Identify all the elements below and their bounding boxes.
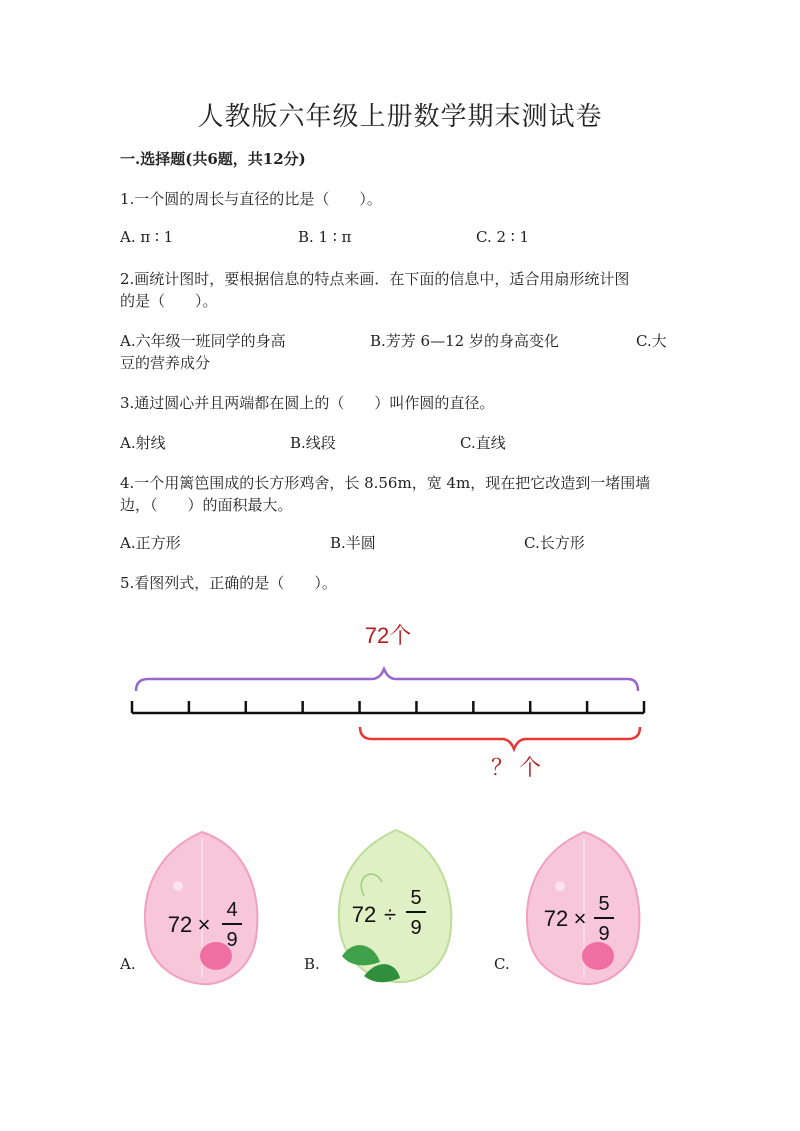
unknown-label: ？ 个 [490,755,542,780]
operator: × [197,912,211,937]
choice-a-leaf-image[interactable] [140,828,264,988]
question-3-option-a[interactable]: A.射线 [120,434,166,452]
whole-number: 72 [351,902,377,927]
segment-diagram [120,615,660,795]
choice-c-leaf-image[interactable] [522,828,646,988]
numerator: 5 [598,893,610,915]
question-3-stem: 3.通过圆心并且两端都在圆上的（ ）叫作圆的直径。 [120,394,495,412]
total-label: 72个 [364,623,412,648]
bottom-brace [360,727,640,749]
choice-b-letter[interactable]: B. [304,955,320,973]
denominator: 9 [598,923,610,945]
choice-c-letter[interactable]: C. [494,955,510,973]
flower-icon [173,881,183,891]
question-3-option-b[interactable]: B.线段 [290,434,336,452]
top-brace [136,669,638,691]
operator: × [573,906,587,931]
tick-group [132,701,644,713]
question-4-option-a[interactable]: A.正方形 [120,534,181,552]
numerator: 5 [410,887,422,909]
question-2-option-a[interactable]: A.六年级一班同学的身高 [120,332,286,350]
question-2-option-c-wrap: 豆的营养成分 [120,354,211,372]
whole-number: 72 [543,906,569,931]
question-2-stem-line-1: 2.画统计图时，要根据信息的特点来画．在下面的信息中，适合用扇形统计图 [120,270,630,288]
question-4-stem-line-2: 边，（ ）的面积最大。 [120,496,293,514]
denominator: 9 [410,917,422,939]
question-4-stem-line-1: 4.一个用篱笆围成的长方形鸡舍，长 8.56m，宽 4m，现在把它改造到一堵围墙 [120,474,651,492]
question-2-option-b[interactable]: B.芳芳 6—12 岁的身高变化 [370,332,559,350]
question-1-option-b[interactable]: B. 1 ∶ π [298,228,352,246]
ladybug-icon [582,942,614,970]
whole-number: 72 [167,912,193,937]
section-header: 一.选择题(共6题，共12分) [120,150,306,168]
question-2-stem-line-2: 的是（ ）。 [120,292,218,310]
denominator: 9 [226,929,238,951]
operator: ÷ [383,902,397,927]
numerator: 4 [226,899,238,921]
choice-a-letter[interactable]: A. [120,955,136,973]
flower-icon [555,881,565,891]
question-1-option-c[interactable]: C. 2 ∶ 1 [476,228,530,246]
page-title: 人教版六年级上册数学期末测试卷 [197,102,603,132]
question-1-option-a[interactable]: A. π ∶ 1 [120,228,174,246]
choice-b-leaf-image[interactable] [334,826,458,986]
question-1-stem: 1.一个圆的周长与直径的比是（ ）。 [120,190,382,208]
question-3-option-c[interactable]: C.直线 [460,434,506,452]
question-2-option-c[interactable]: C.大 [636,332,667,350]
question-4-option-b[interactable]: B.半圆 [330,534,376,552]
question-5-stem: 5.看图列式，正确的是（ ）。 [120,574,337,592]
question-4-option-c[interactable]: C.长方形 [524,534,585,552]
